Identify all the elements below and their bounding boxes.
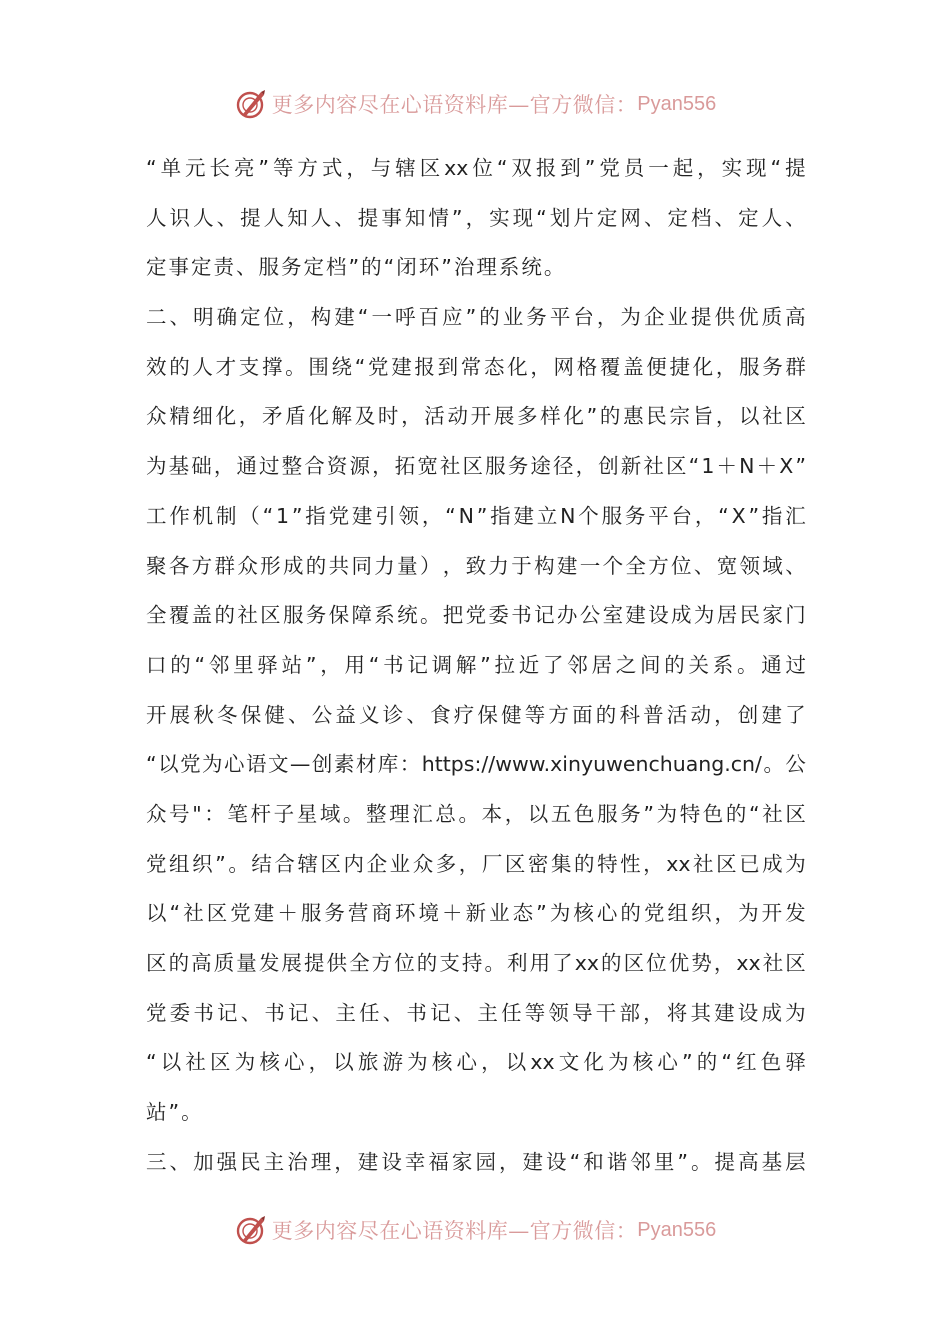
- text-line: 工 作 机 制 （ “ 1 ” 指 党 建 引 领 ， “ N ” 指 建 立 N 个 服 务 平 台 ， “ X ” 指 汇: [146, 503, 806, 528]
- text-line: 众 号 " ： 笔 杆 子 星 域 。 整 理 汇 总 。 本 ， 以 五 色 服 务 ” 为 特 色 的 “ 社 区: [146, 801, 806, 826]
- text-line: 聚 各 方 群 众 形 成 的 共 同 力 量 ） ， 致 力 于 构 建 一 个 全 方 位 、 宽 领 域 、: [146, 553, 806, 578]
- text-line: 党 组 织 ” 。 结 合 辖 区 内 企 业 众 多 ， 厂 区 密 集 的 特 性 ， xx 社 区 已 成 为: [146, 851, 806, 876]
- text-line: 区 的 高 质 量 发 展 提 供 全 方 位 的 支 持 。 利 用 了 xx 的 区 位 优 势 ， xx 社 区: [146, 951, 806, 975]
- text-line: 全 覆 盖 的 社 区 服 务 保 障 系 统 。 把 党 委 书 记 办 公 室 建 设 成 为 居 民 家 门: [146, 603, 806, 628]
- text-line: 人 识 人 、 提 人 知 人 、 提 事 知 情 ” ， 实 现 “ 划 片 定 网 、 定 档 、 定 人 、: [146, 205, 806, 230]
- page-header: [0, 84, 950, 124]
- document-body: [146, 150, 806, 1193]
- pen-nib-circle-icon: [234, 1213, 268, 1247]
- brand-text: 更多内容尽在心语资料库—官方微信：: [271, 93, 638, 117]
- text-line: 口 的 “ 邻 里 驿 站 ” ， 用 “ 书 记 调 解 ” 拉 近 了 邻 居 之 间 的 关 系 。 通 过: [146, 652, 806, 677]
- page-footer: [0, 1210, 950, 1250]
- text-line: 三 、 加 强 民 主 治 理 ， 建 设 幸 福 家 园 ， 建 设 “ 和 谐 邻 里 ” 。 提 高 基 层: [146, 1149, 806, 1174]
- brand-text: 更多内容尽在心语资料库—官方微信：: [271, 1219, 638, 1243]
- text-line: “ 以 党 为 心 语 文 — 创 素 材 库 ： https://www.xinyuwenchuang.cn/ 。 公: [146, 752, 806, 777]
- text-line: 二 、 明 确 定 位 ， 构 建 “ 一 呼 百 应 ” 的 业 务 平 台 ， 为 企 业 提 供 优 质 高: [146, 305, 806, 330]
- text-line: 党 委 书 记 、 书 记 、 主 任 、 书 记 、 主 任 等 领 导 干 部 ， 将 其 建 设 成 为: [146, 1000, 806, 1025]
- text-line: “ 单 元 长 亮 ” 等 方 式 ， 与 辖 区 xx 位 “ 双 报 到 ” 党 员 一 起 ， 实 现 “ 提: [146, 156, 806, 180]
- text-line: 站”。: [146, 1100, 204, 1125]
- text-line: 效 的 人 才 支 撑 。 围 绕 “ 党 建 报 到 常 态 化 ， 网 格 覆 盖 便 捷 化 ， 服 务 群: [146, 354, 806, 379]
- text-line: 开 展 秋 冬 保 健 、 公 益 义 诊 、 食 疗 保 健 等 方 面 的 科 普 活 动 ， 创 建 了: [146, 702, 806, 727]
- brand-wechat-id: Pyan556: [637, 92, 717, 115]
- text-line: 以 “ 社 区 党 建 ＋ 服 务 营 商 环 境 ＋ 新 业 态 ” 为 核 心 的 党 组 织 ， 为 开 发: [146, 901, 806, 926]
- text-line: 众 精 细 化 ， 矛 盾 化 解 及 时 ， 活 动 开 展 多 样 化 ” 的 惠 民 宗 旨 ， 以 社 区: [146, 404, 806, 429]
- pen-nib-circle-icon: [234, 87, 268, 121]
- text-line: 为 基 础 ， 通 过 整 合 资 源 ， 拓 宽 社 区 服 务 途 径 ， 创 新 社 区 “ 1 ＋ N ＋ X ”: [146, 454, 806, 479]
- text-line: 定事定责、服务定档”的“闭环”治理系统。: [146, 255, 567, 280]
- text-line: “ 以 社 区 为 核 心 ， 以 旅 游 为 核 心 ， 以 xx 文 化 为 核 心 ” 的 “ 红 色 驿: [146, 1050, 806, 1075]
- brand-wechat-id: Pyan556: [637, 1218, 717, 1241]
